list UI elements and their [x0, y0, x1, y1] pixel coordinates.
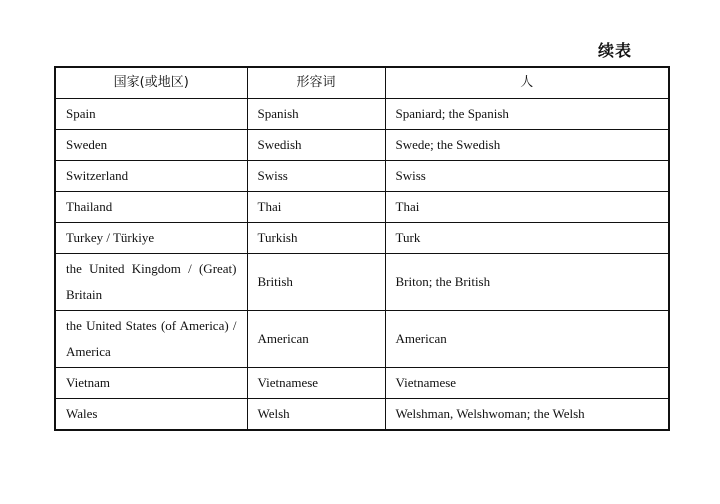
header-country: 国家(或地区) — [55, 67, 247, 99]
table-row — [55, 99, 669, 130]
table-row — [55, 368, 669, 399]
people-cell: Swede; the Swedish — [385, 130, 669, 161]
adjective-cell: Thai — [247, 192, 385, 223]
header-people: 人 — [385, 67, 669, 99]
people-cell: Swiss — [385, 161, 669, 192]
country-cell: the United Kingdom / (Great) Britain — [55, 254, 247, 311]
table-row — [55, 130, 669, 161]
adjective-cell: Vietnamese — [247, 368, 385, 399]
adjective-cell: Welsh — [247, 399, 385, 431]
adjective-cell: Swedish — [247, 130, 385, 161]
country-cell: the United States (of America) / America — [55, 311, 247, 368]
country-cell: Wales — [55, 399, 247, 431]
table-row — [55, 254, 669, 311]
adjective-cell: American — [247, 311, 385, 368]
header-row — [55, 67, 669, 99]
adjective-cell: Spanish — [247, 99, 385, 130]
people-cell: Spaniard; the Spanish — [385, 99, 669, 130]
table-row — [55, 161, 669, 192]
adjective-cell: British — [247, 254, 385, 311]
adjective-cell: Swiss — [247, 161, 385, 192]
table-row — [55, 223, 669, 254]
country-cell: Sweden — [55, 130, 247, 161]
people-cell: Briton; the British — [385, 254, 669, 311]
people-cell: American — [385, 311, 669, 368]
table-row — [55, 399, 669, 431]
people-cell: Thai — [385, 192, 669, 223]
table-row — [55, 192, 669, 223]
table-caption: 续表 — [597, 41, 632, 60]
people-cell: Welshman, Welshwoman; the Welsh — [385, 399, 669, 431]
country-cell: Thailand — [55, 192, 247, 223]
adjective-cell: Turkish — [247, 223, 385, 254]
table-row — [55, 311, 669, 368]
country-cell: Turkey / Türkiye — [55, 223, 247, 254]
people-cell: Vietnamese — [385, 368, 669, 399]
header-adjective: 形容词 — [247, 67, 385, 99]
nationality-table — [54, 66, 670, 431]
country-cell: Spain — [55, 99, 247, 130]
country-cell: Vietnam — [55, 368, 247, 399]
people-cell: Turk — [385, 223, 669, 254]
country-cell: Switzerland — [55, 161, 247, 192]
